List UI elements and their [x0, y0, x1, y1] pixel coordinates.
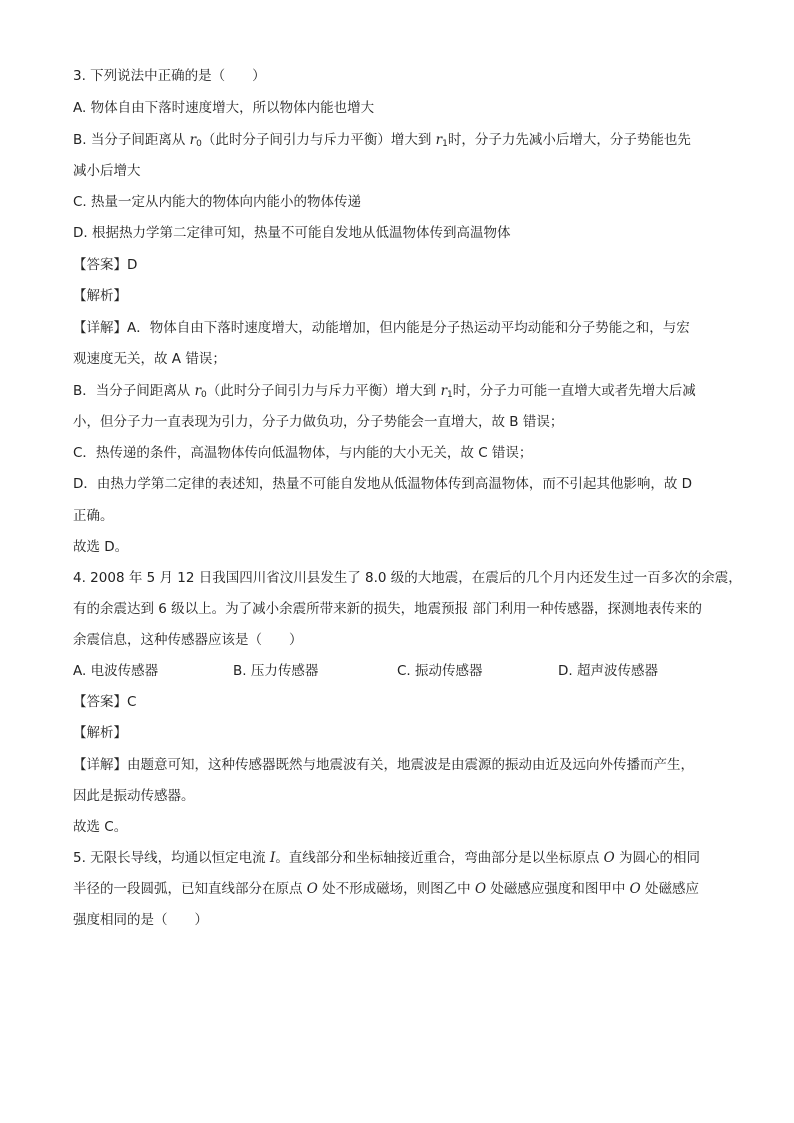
q3-stem: 3. 下列说法中正确的是（ ）	[73, 68, 266, 84]
q5-stem-line3: 强度相同的是（ ）	[73, 912, 208, 928]
q4-answer: 【答案】C	[73, 694, 137, 710]
q3-option-b-line2: 减小后增大	[73, 163, 141, 179]
q4-option-b: B. 压力传感器	[233, 663, 319, 679]
q3-answer: 【答案】D	[73, 257, 138, 273]
q3-option-b-line1: B. 当分子间距离从 $r_0$（此时分子间引力与斥力平衡）增大到 $r_1$时，分子力先减小后增大，分子势能也先	[73, 132, 691, 149]
q4-conclusion: 故选 C。	[73, 819, 128, 835]
q3-detail-c: C．热传递的条件，高温物体传向低温物体，与内能的大小无关，故 C 错误；	[73, 445, 533, 461]
q3-detail-a-line2: 观速度无关，故 A 错误；	[73, 351, 226, 367]
q4-detail-line2: 因此是振动传感器。	[73, 788, 195, 804]
q4-stem-line2: 有的余震达到 6 级以上。为了减小余震所带来新的损失，地震预报 部门利用一种传感器，探测地表传来的	[73, 601, 702, 617]
q4-option-c: C. 振动传感器	[397, 663, 483, 679]
q5-stem-line2: 半径的一段圆弧，已知直线部分在原点 O 处不形成磁场，则图乙中 O 处磁感应强度和图甲中 O 处磁感应	[73, 881, 700, 897]
q4-option-a: A. 电波传感器	[73, 663, 159, 679]
q3-detail-b-line2: 小，但分子力一直表现为引力，分子力做负功，分子势能会一直增大，故 B 错误；	[73, 414, 564, 430]
q3-detail-a-line1: 【详解】A．物体自由下落时速度增大，动能增加，但内能是分子热运动平均动能和分子势能之和，与宏	[73, 320, 690, 336]
q3-conclusion: 故选 D。	[73, 539, 129, 555]
q3-detail-d-line2: 正确。	[73, 508, 114, 524]
q3-detail-b-line1: B．当分子间距离从 $r_0$（此时分子间引力与斥力平衡）增大到 $r_1$时，分子力可能一直增大或者先增大后减	[73, 383, 696, 400]
q4-stem-line1: 4. 2008 年 5 月 12 日我国四川省汶川县发生了 8.0 级的大地震，在震后的几个月内还发生过一百多次的余震，	[73, 570, 742, 586]
q5-stem-line1: 5. 无限长导线，均通以恒定电流 I。直线部分和坐标轴接近重合，弯曲部分是以坐标原点 O 为圆心的相同	[73, 850, 700, 866]
q3-option-d: D. 根据热力学第二定律可知，热量不可能自发地从低温物体传到高温物体	[73, 225, 511, 241]
q4-detail-line1: 【详解】由题意可知，这种传感器既然与地震波有关，地震波是由震源的振动由近及远向外传播而产生，	[73, 757, 694, 773]
q3-detail-d-line1: D．由热力学第二定律的表述知，热量不可能自发地从低温物体传到高温物体，而不引起其他影响，故 D	[73, 476, 693, 492]
q3-option-c: C. 热量一定从内能大的物体向内能小的物体传递	[73, 194, 362, 210]
q3-analysis-heading: 【解析】	[73, 288, 127, 304]
q4-stem-line3: 余震信息，这种传感器应该是（ ）	[73, 632, 303, 648]
q3-option-a: A. 物体自由下落时速度增大，所以物体内能也增大	[73, 100, 375, 116]
q4-analysis-heading: 【解析】	[73, 725, 127, 741]
q4-option-d: D. 超声波传感器	[558, 663, 658, 679]
